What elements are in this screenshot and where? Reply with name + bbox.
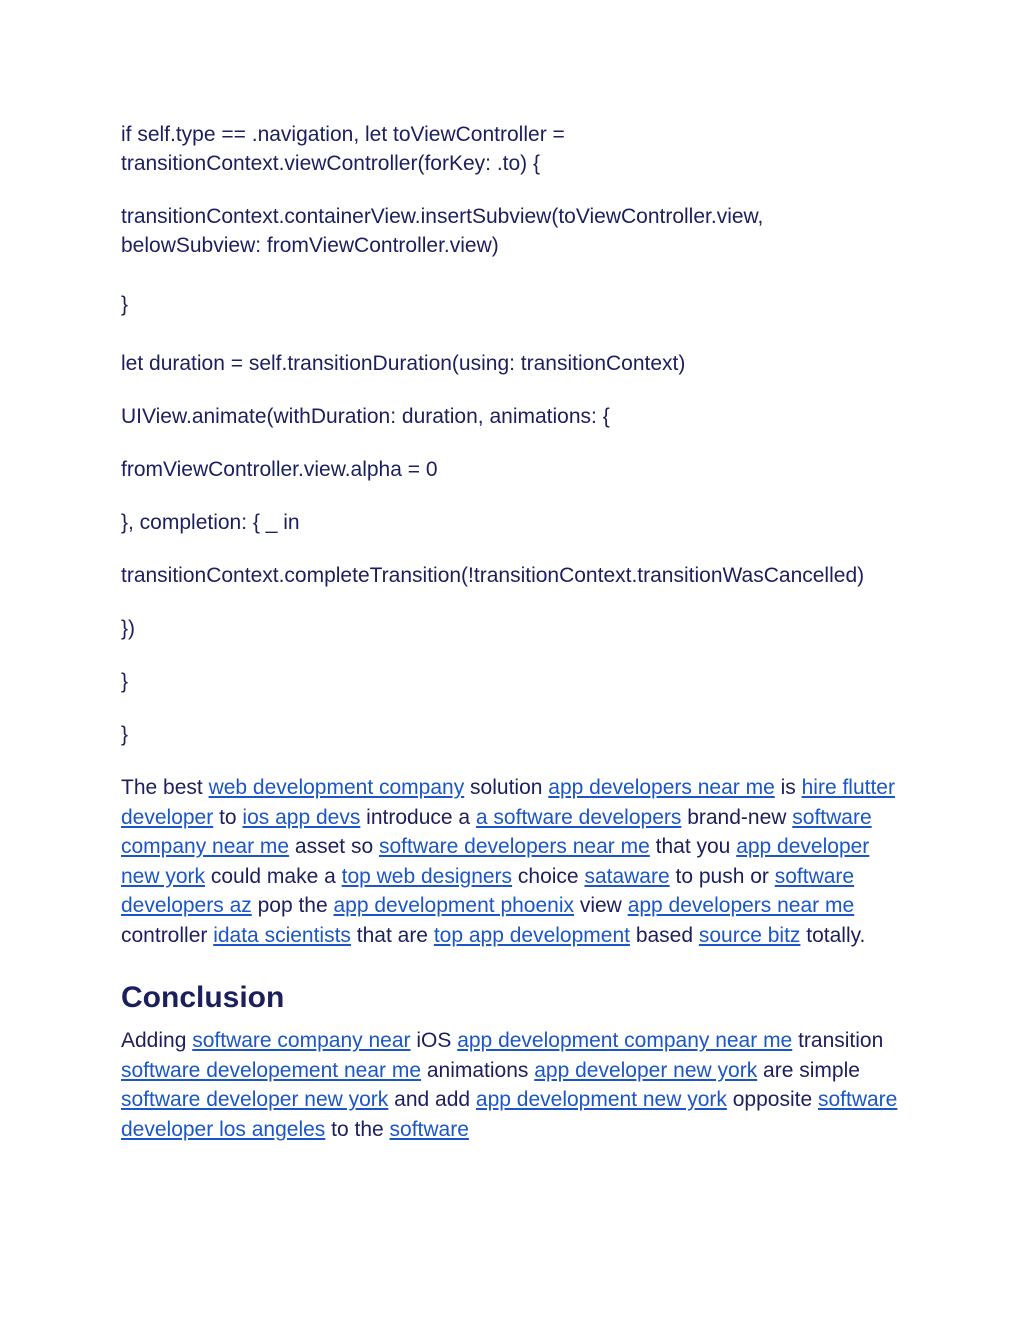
text-run: that are bbox=[350, 923, 434, 947]
link[interactable]: idata scientists bbox=[213, 923, 351, 947]
section-heading: Conclusion bbox=[121, 981, 285, 1014]
link[interactable]: app developer new york bbox=[534, 1058, 758, 1082]
code-line: if self.type == .navigation, let toViewController = transitionContext.viewController(forKey: .to) { bbox=[121, 123, 565, 175]
link[interactable]: hire flutter developer bbox=[121, 776, 895, 829]
text-run: solution bbox=[464, 776, 549, 799]
link[interactable]: source bitz bbox=[698, 923, 801, 947]
code-line: UIView.animate(withDuration: duration, animations: { bbox=[121, 405, 610, 428]
document-page bbox=[121, 120, 901, 1144]
text-run: opposite bbox=[726, 1088, 818, 1111]
text-run: and add bbox=[388, 1088, 476, 1111]
link[interactable]: ios app devs bbox=[242, 805, 361, 829]
code-line: }) bbox=[121, 617, 136, 640]
text-run: that you bbox=[649, 835, 737, 858]
code-line: let duration = self.transitionDuration(using: transitionContext) bbox=[121, 352, 686, 375]
link[interactable]: software company near bbox=[192, 1029, 411, 1052]
text-run: transition bbox=[792, 1029, 884, 1052]
text-run: view bbox=[574, 894, 628, 917]
code-line: transitionContext.completeTransition(!transitionContext.transitionWasCancelled) bbox=[121, 564, 865, 587]
text-run: totally. bbox=[800, 923, 866, 947]
text-run: based bbox=[629, 923, 699, 947]
code-line: }, completion: { _ in bbox=[121, 511, 300, 534]
text-run: to push or bbox=[669, 864, 775, 888]
link[interactable]: software developers az bbox=[121, 864, 855, 917]
text-run: brand-new bbox=[681, 805, 793, 829]
link[interactable]: software developer los angeles bbox=[121, 1088, 898, 1141]
link[interactable]: a software developers bbox=[475, 805, 682, 829]
text-run: to bbox=[213, 805, 243, 829]
text-run: The best bbox=[121, 776, 209, 799]
link[interactable]: web development company bbox=[208, 776, 465, 799]
code-line: fromViewController.view.alpha = 0 bbox=[121, 458, 438, 481]
body-paragraph bbox=[121, 1026, 901, 1144]
link[interactable]: top web designers bbox=[341, 864, 513, 888]
text-run: animations bbox=[421, 1058, 535, 1082]
text-run: introduce a bbox=[360, 805, 476, 829]
code-line: } bbox=[121, 670, 129, 693]
link[interactable]: software developer new york bbox=[121, 1088, 389, 1111]
text-run: Adding bbox=[121, 1029, 193, 1052]
link[interactable]: app development company near me bbox=[457, 1029, 793, 1052]
link[interactable]: app development new york bbox=[475, 1088, 727, 1111]
text-run: pop the bbox=[251, 894, 334, 917]
code-line: } bbox=[121, 723, 129, 746]
text-run: controller bbox=[121, 923, 214, 947]
link[interactable]: app development phoenix bbox=[333, 894, 574, 917]
link[interactable]: app developers near me bbox=[627, 894, 855, 917]
body-paragraph bbox=[121, 773, 901, 950]
link[interactable]: app developers near me bbox=[548, 776, 775, 799]
code-block bbox=[121, 120, 901, 749]
text-run: could make a bbox=[205, 864, 342, 888]
link[interactable]: software bbox=[389, 1117, 469, 1141]
code-line: } bbox=[121, 293, 129, 316]
link[interactable]: app developer new york bbox=[121, 835, 870, 888]
text-run: asset so bbox=[289, 835, 379, 858]
link[interactable]: software developement near me bbox=[121, 1058, 421, 1082]
code-line: transitionContext.containerView.insertSubview(toViewController.view, belowSubview: fromViewController.view) bbox=[121, 205, 764, 257]
text-run: are simple bbox=[757, 1058, 860, 1082]
text-run: is bbox=[774, 776, 802, 799]
link[interactable]: software company near me bbox=[121, 805, 872, 858]
link[interactable]: top app development bbox=[433, 923, 630, 947]
text-run: iOS bbox=[410, 1029, 458, 1052]
text-run: choice bbox=[512, 864, 585, 888]
link[interactable]: sataware bbox=[584, 864, 670, 888]
link[interactable]: software developers near me bbox=[378, 835, 650, 858]
text-run: to the bbox=[325, 1117, 390, 1141]
